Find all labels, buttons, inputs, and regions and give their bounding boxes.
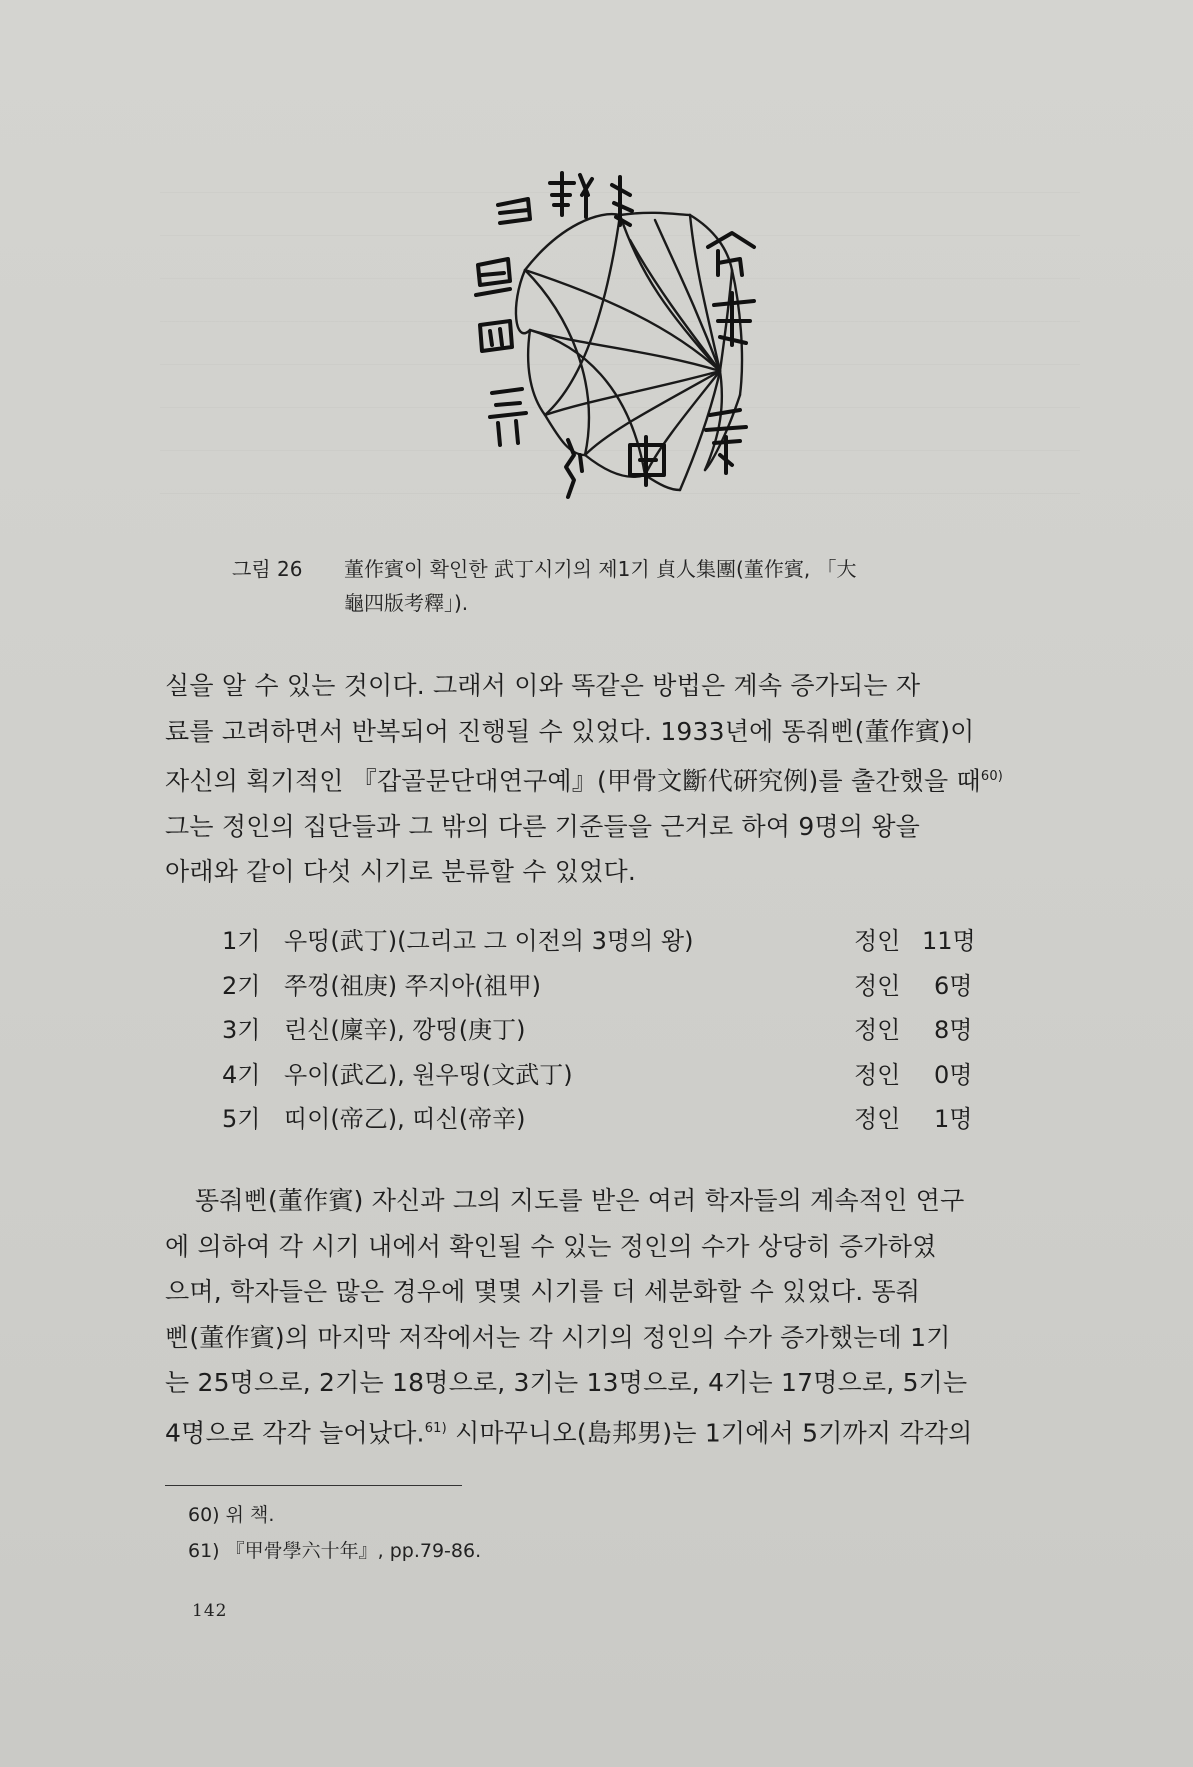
diviner-count: 8명 <box>934 1016 973 1044</box>
period-row <box>222 1010 982 1055</box>
diviner-count: 11명 <box>922 927 976 955</box>
oracle-glyph <box>480 321 512 351</box>
paragraph-1 <box>165 663 1085 895</box>
period-kings: 띠이(帝乙), 띠신(帝辛) <box>284 1105 526 1133</box>
diviner-label: 정인 <box>854 927 901 955</box>
network-line <box>645 475 680 490</box>
paragraph-2-line: 에 의하여 각 시기 내에서 확인될 수 있는 정인의 수가 상당히 증가하였 <box>165 1231 937 1261</box>
footnotes <box>188 1497 481 1569</box>
paragraph-1-line <box>165 754 1085 804</box>
diviner-count: 0명 <box>934 1060 973 1089</box>
paragraph-2 <box>165 1178 1085 1455</box>
diviner-label: 정인 <box>854 1105 901 1133</box>
period-row <box>222 921 982 966</box>
figure-caption-label: 그림 26 <box>232 557 303 581</box>
figure-caption <box>232 552 1032 620</box>
diviner-label: 정인 <box>854 1016 901 1044</box>
period-list <box>222 921 982 1144</box>
oracle-glyph <box>498 199 530 223</box>
paragraph-2-line-text: 4명으로 각각 늘어났다. <box>165 1417 425 1447</box>
oracle-glyph <box>550 173 592 217</box>
diviner-label: 정인 <box>854 971 901 1000</box>
page-number: 142 <box>192 1601 228 1621</box>
paragraph-1-line: 아래와 같이 다섯 시기로 분류할 수 있었다. <box>165 857 636 887</box>
diviner-count: 6명 <box>934 971 973 1000</box>
oracle-glyph <box>714 293 754 345</box>
paragraph-1-line: 실을 알 수 있는 것이다. 그래서 이와 똑같은 방법은 계속 증가되는 자 <box>165 671 921 700</box>
period-row <box>222 1055 982 1100</box>
diviner-network-drawing <box>470 155 790 535</box>
period-kings: 우이(武乙), 원우띵(文武丁) <box>284 1060 573 1089</box>
paragraph-2-line: 삔(董作賓)의 마지막 저작에서는 각 시기의 정인의 수가 증가했는데 1기 <box>165 1322 951 1352</box>
footnote-61: 61) 『甲骨學六十年』, pp.79-86. <box>188 1540 482 1562</box>
period-kings: 린신(廩辛), 깡띵(庚丁) <box>284 1016 526 1044</box>
period-number: 4기 <box>222 1060 261 1089</box>
network-line <box>620 215 720 371</box>
network-line <box>525 214 620 270</box>
figure-caption-line2: 龜四版考釋」). <box>344 591 469 615</box>
paragraph-2-line <box>165 1406 1085 1456</box>
period-number: 3기 <box>222 1016 261 1044</box>
footnote-ref-61[interactable]: 61) <box>424 1420 447 1436</box>
paragraph-2-line: 으며, 학자들은 많은 경우에 몇몇 시기를 더 세분화할 수 있었다. 똥줘 <box>165 1277 921 1306</box>
paragraph-1-line: 료를 고려하면서 반복되어 진행될 수 있었다. 1933년에 똥줘삔(董作賓)이 <box>165 716 975 746</box>
oracle-glyph <box>706 410 746 473</box>
period-row <box>222 966 982 1011</box>
period-kings: 쭈껑(祖庚) 쭈지아(祖甲) <box>284 971 542 1000</box>
network-line <box>630 240 720 371</box>
oracle-glyph <box>490 389 526 445</box>
footnote-ref-60[interactable]: 60) <box>980 769 1004 784</box>
footnote-separator <box>165 1485 462 1486</box>
footnote-60: 60) 위 책. <box>188 1504 275 1526</box>
period-kings: 우띵(武丁)(그리고 그 이전의 3명의 왕) <box>284 927 694 955</box>
network-line <box>525 270 720 371</box>
paragraph-2-line-tail: 시마꾸니오(島邦男)는 1기에서 5기까지 각각의 <box>446 1417 973 1447</box>
network-line <box>525 270 589 455</box>
paragraph-1-line-text: 자신의 획기적인 『갑골문단대연구예』(甲骨文斷代硏究例)를 출간했을 때 <box>165 766 981 796</box>
paragraph-1-line: 그는 정인의 집단들과 그 밖의 다른 기준들을 근거로 하여 9명의 왕을 <box>165 811 921 841</box>
paragraph-2-line: 는 25명으로, 2기는 18명으로, 3기는 13명으로, 4기는 17명으로, 5기는 <box>165 1368 968 1397</box>
period-number: 2기 <box>222 971 261 1000</box>
network-line <box>545 371 720 415</box>
period-row <box>222 1099 982 1144</box>
diviner-network-figure <box>470 155 790 535</box>
period-number: 1기 <box>222 927 261 955</box>
network-line <box>620 213 690 215</box>
period-number: 5기 <box>222 1105 261 1133</box>
paragraph-2-line: 똥줘삔(董作賓) 자신과 그의 지도를 받은 여러 학자들의 계속적인 연구 <box>195 1186 965 1215</box>
oracle-glyph <box>476 259 510 295</box>
network-line <box>516 270 530 333</box>
network-line <box>690 215 720 371</box>
oracle-glyph <box>612 177 632 225</box>
diviner-count: 1명 <box>934 1105 973 1133</box>
figure-caption-line1: 董作賓이 확인한 武丁시기의 제1기 貞人集團(董作賓, 「大 <box>344 557 857 581</box>
network-line <box>545 415 585 455</box>
diviner-label: 정인 <box>854 1060 901 1089</box>
network-line <box>528 330 545 415</box>
